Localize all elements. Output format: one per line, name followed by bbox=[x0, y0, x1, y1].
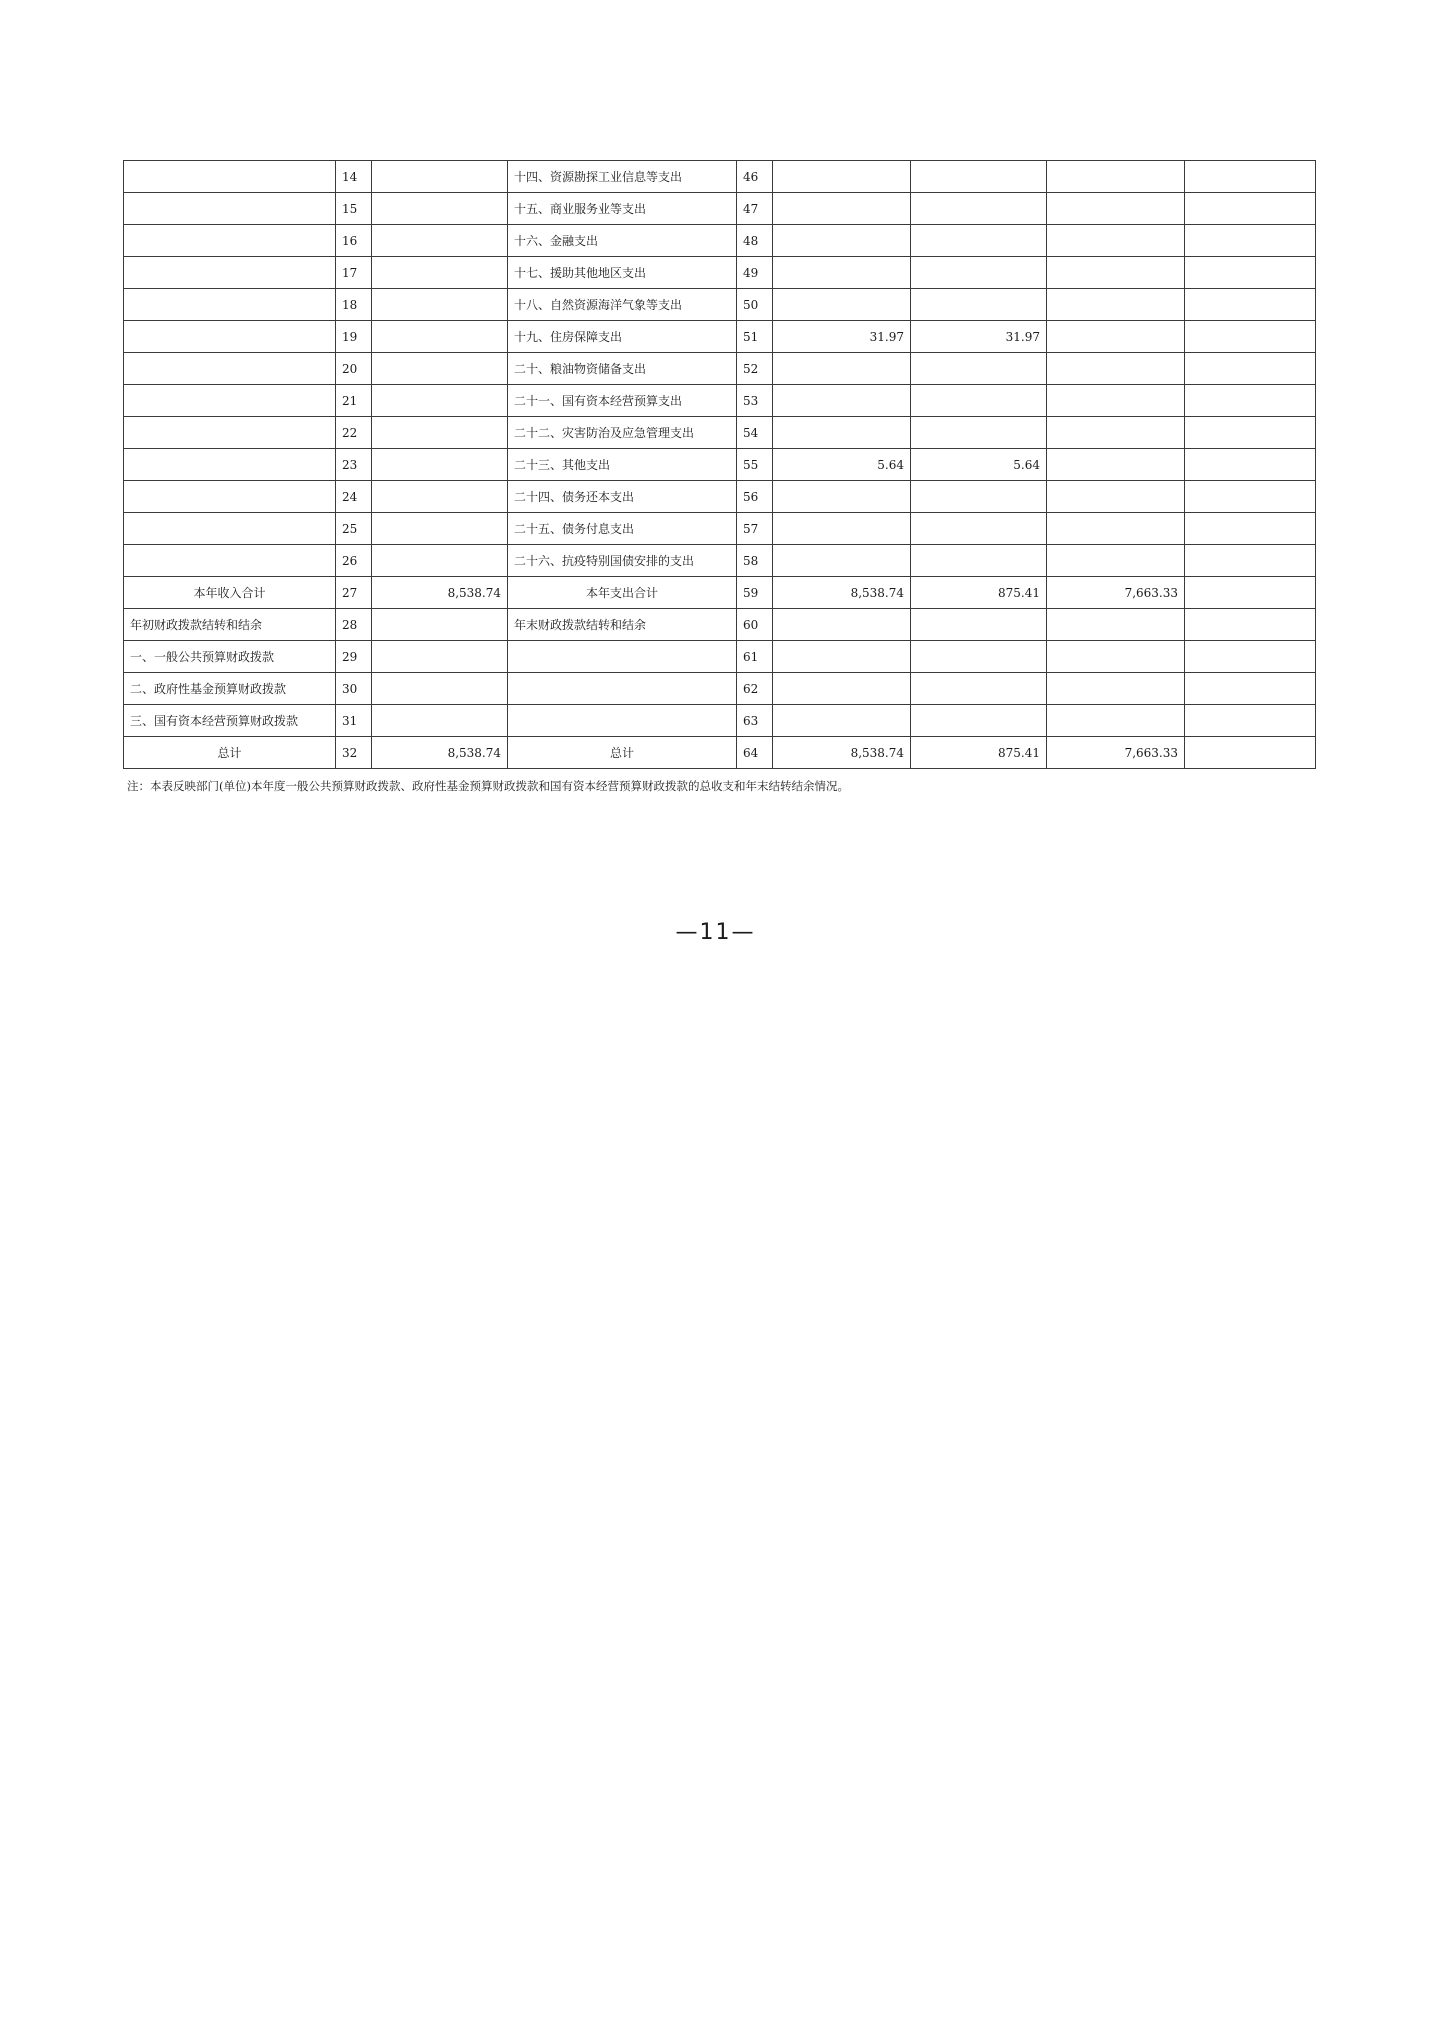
table-row bbox=[124, 545, 1316, 577]
expense-label-cell: 二十二、灾害防治及应急管理支出 bbox=[508, 417, 737, 449]
table-note: 注：本表反映部门(单位)本年度一般公共预算财政拨款、政府性基金预算财政拨款和国有资本经营预算财政拨款的总收支和年末结转结余情况。 bbox=[127, 779, 849, 793]
general-budget-cell bbox=[911, 641, 1047, 673]
table-row bbox=[124, 609, 1316, 641]
state-capital-budget-cell bbox=[1185, 545, 1316, 577]
fund-budget-cell bbox=[1047, 321, 1185, 353]
income-amount-cell bbox=[372, 353, 508, 385]
income-label-cell bbox=[124, 353, 336, 385]
income-amount-cell: 8,538.74 bbox=[372, 737, 508, 769]
general-budget-cell bbox=[911, 705, 1047, 737]
income-line-number-cell: 19 bbox=[336, 321, 372, 353]
fund-budget-cell bbox=[1047, 225, 1185, 257]
state-capital-budget-cell bbox=[1185, 513, 1316, 545]
fund-budget-cell bbox=[1047, 193, 1185, 225]
expense-line-number-cell: 55 bbox=[737, 449, 773, 481]
expense-line-number-cell: 46 bbox=[737, 161, 773, 193]
state-capital-budget-cell bbox=[1185, 609, 1316, 641]
income-line-number-cell: 24 bbox=[336, 481, 372, 513]
income-amount-cell bbox=[372, 289, 508, 321]
expense-label-cell: 二十五、债务付息支出 bbox=[508, 513, 737, 545]
expense-label-cell: 二十一、国有资本经营预算支出 bbox=[508, 385, 737, 417]
state-capital-budget-cell bbox=[1185, 289, 1316, 321]
income-amount-cell bbox=[372, 257, 508, 289]
expense-label-cell: 十六、金融支出 bbox=[508, 225, 737, 257]
general-budget-cell bbox=[911, 257, 1047, 289]
state-capital-budget-cell bbox=[1185, 673, 1316, 705]
income-amount-cell: 8,538.74 bbox=[372, 577, 508, 609]
table-row bbox=[124, 417, 1316, 449]
fund-budget-cell bbox=[1047, 609, 1185, 641]
income-label-cell bbox=[124, 225, 336, 257]
expense-line-number-cell: 54 bbox=[737, 417, 773, 449]
table-row bbox=[124, 641, 1316, 673]
expense-total-cell bbox=[773, 481, 911, 513]
general-budget-cell: 5.64 bbox=[911, 449, 1047, 481]
income-amount-cell bbox=[372, 417, 508, 449]
state-capital-budget-cell bbox=[1185, 161, 1316, 193]
expense-total-cell bbox=[773, 641, 911, 673]
table-row bbox=[124, 321, 1316, 353]
income-line-number-cell: 31 bbox=[336, 705, 372, 737]
general-budget-cell bbox=[911, 353, 1047, 385]
expense-total-cell bbox=[773, 225, 911, 257]
income-amount-cell bbox=[372, 481, 508, 513]
expense-line-number-cell: 61 bbox=[737, 641, 773, 673]
income-line-number-cell: 15 bbox=[336, 193, 372, 225]
state-capital-budget-cell bbox=[1185, 641, 1316, 673]
fund-budget-cell bbox=[1047, 417, 1185, 449]
finance-table-container bbox=[123, 160, 1313, 769]
income-label-cell bbox=[124, 385, 336, 417]
finance-table bbox=[123, 160, 1316, 769]
state-capital-budget-cell bbox=[1185, 321, 1316, 353]
income-amount-cell bbox=[372, 641, 508, 673]
expense-total-cell bbox=[773, 513, 911, 545]
income-label-cell: 总计 bbox=[124, 737, 336, 769]
income-amount-cell bbox=[372, 161, 508, 193]
income-line-number-cell: 17 bbox=[336, 257, 372, 289]
expense-line-number-cell: 53 bbox=[737, 385, 773, 417]
income-line-number-cell: 30 bbox=[336, 673, 372, 705]
expense-total-cell bbox=[773, 673, 911, 705]
fund-budget-cell bbox=[1047, 449, 1185, 481]
fund-budget-cell bbox=[1047, 673, 1185, 705]
expense-line-number-cell: 47 bbox=[737, 193, 773, 225]
income-line-number-cell: 14 bbox=[336, 161, 372, 193]
expense-total-cell bbox=[773, 353, 911, 385]
income-line-number-cell: 26 bbox=[336, 545, 372, 577]
expense-label-cell: 十七、援助其他地区支出 bbox=[508, 257, 737, 289]
income-line-number-cell: 18 bbox=[336, 289, 372, 321]
page-number: —11— bbox=[675, 920, 756, 945]
expense-total-cell: 8,538.74 bbox=[773, 577, 911, 609]
fund-budget-cell bbox=[1047, 289, 1185, 321]
income-line-number-cell: 23 bbox=[336, 449, 372, 481]
expense-label-cell bbox=[508, 673, 737, 705]
expense-total-cell: 5.64 bbox=[773, 449, 911, 481]
expense-label-cell: 十八、自然资源海洋气象等支出 bbox=[508, 289, 737, 321]
general-budget-cell bbox=[911, 417, 1047, 449]
general-budget-cell bbox=[911, 673, 1047, 705]
income-amount-cell bbox=[372, 705, 508, 737]
table-row bbox=[124, 257, 1316, 289]
state-capital-budget-cell bbox=[1185, 577, 1316, 609]
expense-line-number-cell: 63 bbox=[737, 705, 773, 737]
income-label-cell bbox=[124, 481, 336, 513]
expense-label-cell: 二十三、其他支出 bbox=[508, 449, 737, 481]
income-label-cell bbox=[124, 193, 336, 225]
income-amount-cell bbox=[372, 385, 508, 417]
state-capital-budget-cell bbox=[1185, 481, 1316, 513]
expense-total-cell bbox=[773, 257, 911, 289]
expense-line-number-cell: 58 bbox=[737, 545, 773, 577]
income-label-cell: 本年收入合计 bbox=[124, 577, 336, 609]
expense-total-cell: 31.97 bbox=[773, 321, 911, 353]
table-row bbox=[124, 385, 1316, 417]
expense-line-number-cell: 50 bbox=[737, 289, 773, 321]
expense-total-cell bbox=[773, 545, 911, 577]
expense-line-number-cell: 57 bbox=[737, 513, 773, 545]
expense-label-cell: 十四、资源勘探工业信息等支出 bbox=[508, 161, 737, 193]
income-amount-cell bbox=[372, 513, 508, 545]
general-budget-cell bbox=[911, 193, 1047, 225]
table-row bbox=[124, 193, 1316, 225]
income-line-number-cell: 29 bbox=[336, 641, 372, 673]
income-line-number-cell: 16 bbox=[336, 225, 372, 257]
fund-budget-cell: 7,663.33 bbox=[1047, 577, 1185, 609]
table-row bbox=[124, 353, 1316, 385]
income-amount-cell bbox=[372, 673, 508, 705]
table-row bbox=[124, 737, 1316, 769]
income-line-number-cell: 28 bbox=[336, 609, 372, 641]
table-row bbox=[124, 513, 1316, 545]
income-label-cell bbox=[124, 321, 336, 353]
income-label-cell bbox=[124, 513, 336, 545]
expense-line-number-cell: 60 bbox=[737, 609, 773, 641]
table-row bbox=[124, 161, 1316, 193]
state-capital-budget-cell bbox=[1185, 417, 1316, 449]
fund-budget-cell bbox=[1047, 257, 1185, 289]
state-capital-budget-cell bbox=[1185, 257, 1316, 289]
expense-label-cell: 二十、粮油物资储备支出 bbox=[508, 353, 737, 385]
income-label-cell: 一、一般公共预算财政拨款 bbox=[124, 641, 336, 673]
income-amount-cell bbox=[372, 193, 508, 225]
fund-budget-cell bbox=[1047, 161, 1185, 193]
income-line-number-cell: 32 bbox=[336, 737, 372, 769]
general-budget-cell: 875.41 bbox=[911, 737, 1047, 769]
expense-total-cell bbox=[773, 193, 911, 225]
expense-label-cell: 十五、商业服务业等支出 bbox=[508, 193, 737, 225]
table-row bbox=[124, 225, 1316, 257]
general-budget-cell: 31.97 bbox=[911, 321, 1047, 353]
table-row bbox=[124, 673, 1316, 705]
expense-label-cell bbox=[508, 641, 737, 673]
income-label-cell: 三、国有资本经营预算财政拨款 bbox=[124, 705, 336, 737]
table-row bbox=[124, 577, 1316, 609]
fund-budget-cell bbox=[1047, 641, 1185, 673]
expense-total-cell bbox=[773, 705, 911, 737]
income-label-cell bbox=[124, 257, 336, 289]
expense-total-cell bbox=[773, 385, 911, 417]
income-label-cell bbox=[124, 449, 336, 481]
income-line-number-cell: 21 bbox=[336, 385, 372, 417]
expense-label-cell bbox=[508, 705, 737, 737]
general-budget-cell bbox=[911, 545, 1047, 577]
state-capital-budget-cell bbox=[1185, 737, 1316, 769]
state-capital-budget-cell bbox=[1185, 385, 1316, 417]
general-budget-cell bbox=[911, 385, 1047, 417]
fund-budget-cell bbox=[1047, 545, 1185, 577]
income-amount-cell bbox=[372, 225, 508, 257]
expense-total-cell: 8,538.74 bbox=[773, 737, 911, 769]
expense-line-number-cell: 51 bbox=[737, 321, 773, 353]
fund-budget-cell: 7,663.33 bbox=[1047, 737, 1185, 769]
income-amount-cell bbox=[372, 545, 508, 577]
general-budget-cell bbox=[911, 225, 1047, 257]
income-label-cell bbox=[124, 417, 336, 449]
state-capital-budget-cell bbox=[1185, 449, 1316, 481]
fund-budget-cell bbox=[1047, 385, 1185, 417]
expense-line-number-cell: 52 bbox=[737, 353, 773, 385]
income-label-cell bbox=[124, 289, 336, 321]
general-budget-cell bbox=[911, 481, 1047, 513]
expense-label-cell: 本年支出合计 bbox=[508, 577, 737, 609]
general-budget-cell: 875.41 bbox=[911, 577, 1047, 609]
general-budget-cell bbox=[911, 161, 1047, 193]
expense-total-cell bbox=[773, 289, 911, 321]
income-label-cell: 二、政府性基金预算财政拨款 bbox=[124, 673, 336, 705]
table-row bbox=[124, 481, 1316, 513]
fund-budget-cell bbox=[1047, 705, 1185, 737]
income-line-number-cell: 27 bbox=[336, 577, 372, 609]
fund-budget-cell bbox=[1047, 513, 1185, 545]
general-budget-cell bbox=[911, 609, 1047, 641]
expense-line-number-cell: 49 bbox=[737, 257, 773, 289]
fund-budget-cell bbox=[1047, 353, 1185, 385]
income-label-cell bbox=[124, 545, 336, 577]
income-amount-cell bbox=[372, 449, 508, 481]
general-budget-cell bbox=[911, 289, 1047, 321]
expense-line-number-cell: 62 bbox=[737, 673, 773, 705]
table-row bbox=[124, 705, 1316, 737]
expense-line-number-cell: 56 bbox=[737, 481, 773, 513]
table-row bbox=[124, 449, 1316, 481]
expense-total-cell bbox=[773, 609, 911, 641]
expense-label-cell: 二十六、抗疫特别国债安排的支出 bbox=[508, 545, 737, 577]
income-amount-cell bbox=[372, 321, 508, 353]
income-label-cell bbox=[124, 161, 336, 193]
expense-line-number-cell: 48 bbox=[737, 225, 773, 257]
table-body bbox=[124, 161, 1316, 769]
expense-total-cell bbox=[773, 417, 911, 449]
expense-label-cell: 总计 bbox=[508, 737, 737, 769]
general-budget-cell bbox=[911, 513, 1047, 545]
income-line-number-cell: 20 bbox=[336, 353, 372, 385]
expense-total-cell bbox=[773, 161, 911, 193]
state-capital-budget-cell bbox=[1185, 193, 1316, 225]
fund-budget-cell bbox=[1047, 481, 1185, 513]
income-line-number-cell: 25 bbox=[336, 513, 372, 545]
income-label-cell: 年初财政拨款结转和结余 bbox=[124, 609, 336, 641]
expense-line-number-cell: 59 bbox=[737, 577, 773, 609]
income-line-number-cell: 22 bbox=[336, 417, 372, 449]
expense-label-cell: 年末财政拨款结转和结余 bbox=[508, 609, 737, 641]
expense-line-number-cell: 64 bbox=[737, 737, 773, 769]
expense-label-cell: 十九、住房保障支出 bbox=[508, 321, 737, 353]
state-capital-budget-cell bbox=[1185, 353, 1316, 385]
expense-label-cell: 二十四、债务还本支出 bbox=[508, 481, 737, 513]
income-amount-cell bbox=[372, 609, 508, 641]
table-row bbox=[124, 289, 1316, 321]
state-capital-budget-cell bbox=[1185, 705, 1316, 737]
state-capital-budget-cell bbox=[1185, 225, 1316, 257]
